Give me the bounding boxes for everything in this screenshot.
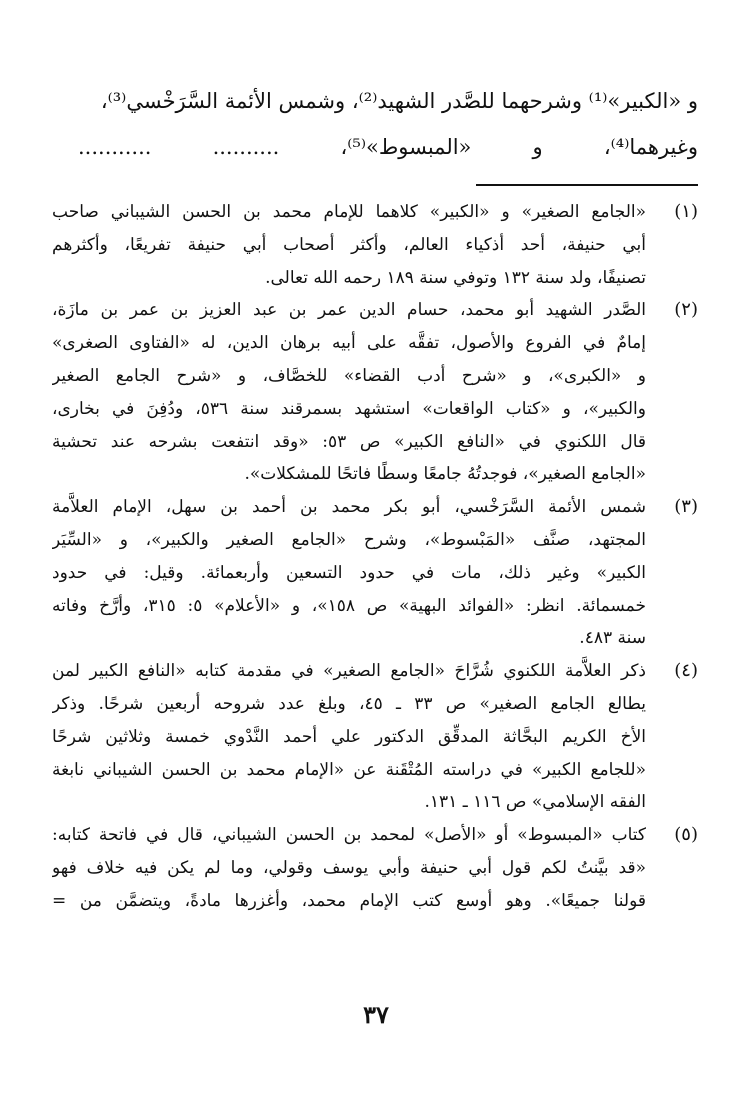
main-text-line-1: و «الكبير»⁽¹⁾ وشرحهما للصَّدر الشهيد⁽²⁾، وشمس الأئمة السَّرَخْسي⁽³⁾، [100,89,698,113]
footnote-number: (٤) [674,660,698,682]
footnote-number: (٥) [674,824,698,846]
footnote-line: شمس الأئمة السَّرَخْسي، أبو بكر محمد بن أحمد بن سهل، الإمام العلاَّمة [52,497,646,518]
footnote-line: الفقه الإسلامي» ص ١١٦ ـ ١٣١. [424,792,646,813]
footnote-line: والكبير»، و «كتاب الواقعات» استشهد بسمرقند سنة ٥٣٦، ودُفِنَ في بخارى، [52,398,646,419]
footnote-2 [52,294,698,491]
footnote-line: الكبير» وغير ذلك، مات في حدود التسعين وأربعمائة. وقيل: في حدود [52,562,646,583]
footnote-line: «للجامع الكبير» في دراسته المُتْقَنة عن «الإمام محمد بن الحسن الشيباني نابغة [52,759,646,780]
footnote-line: «الجامع الصغير» و «الكبير» كلاهما للإمام محمد بن الحسن الشيباني صاحب [52,202,646,222]
footnote-line: قولنا جميعًا». وهو أوسع كتب الإمام محمد، وأغزرها مادةً، ويتضمَّن من = [52,890,646,911]
footnote-number: (١) [674,201,698,222]
footnote-line: ذكر العلاَّمة اللكنوي شُرَّاحَ «الجامع الصغير» في مقدمة كتابه «النافع الكبير لمن [52,661,646,682]
footnote-line: «الجامع الصغير»، فوجدتُهُ جامعًا وسطًا فاتحًا للمشكلات». [244,464,646,485]
footnote-line: الصَّدر الشهيد أبو محمد، حسام الدين عمر بن عبد العزيز بن عمر بن مازَة، [52,300,646,321]
footnote-number: (٢) [674,299,698,321]
footnotes [52,196,698,918]
footnote-line: و «الكبرى»، و «شرح أدب القضاء» للخصَّاف، و «شرح الجامع الصغير [52,365,646,386]
footnote-line: إمامٌ في الفروع والأصول، تفقَّه على أبيه برهان الدين، له «الفتاوى الصغرى» [52,333,646,354]
footnote-separator [476,184,698,186]
footnote-1 [52,196,698,294]
footnote-line: تصنيفًا، ولد سنة ١٣٢ وتوفي سنة ١٨٩ رحمه الله تعالى. [265,267,646,288]
main-text [78,78,698,170]
footnote-line: الأخ الكريم البحَّاثة المدقِّق الدكتور علي أحمد النَّدْوي خمسة وثلاثين شرحًا [52,726,646,747]
footnote-number: (٣) [674,496,698,518]
page-number: ٣٧ [363,1000,389,1029]
main-text-line-2: وغيرهما⁽⁴⁾، و «المبسوط»⁽⁵⁾، .......... ........... [78,135,698,159]
footnote-5 [52,819,698,917]
footnote-line: المجتهد، صنَّف «المَبْسوط»، وشرح «الجامع الصغير والكبير»، و «السِّيَر [52,529,646,550]
footnote-line: أبي حنيفة، أحد أذكياء العالم، وأكثر أصحاب أبي حنيفة تفريعًا، وأكثرهم [52,234,646,255]
footnote-3 [52,491,698,655]
footnote-line: قال اللكنوي في «النافع الكبير» ص ٥٣: «وقد انتفعت بشرحه عند تحشية [52,431,646,452]
footnote-line: كتاب «المبسوط» أو «الأصل» لمحمد بن الحسن الشيباني، قال في فاتحة كتابه: [52,825,646,846]
footnote-line: سنة ٤٨٣. [579,628,646,649]
footnote-4 [52,655,698,819]
footnote-line: «قد بيَّنتُ لكم قول أبي حنيفة وأبي يوسف وقولي، وما لم يكن فيه خلاف فهو [52,857,646,878]
footnote-line: يطالع الجامع الصغير» ص ٣٣ ـ ٤٥، وبلغ عدد شروحه أربعين شرحًا. وذكر [52,693,646,714]
footnote-line: خمسمائة. انظر: «الفوائد البهية» ص ١٥٨»، و «الأعلام» ٥: ٣١٥، وأرَّخ وفاته [52,595,646,616]
